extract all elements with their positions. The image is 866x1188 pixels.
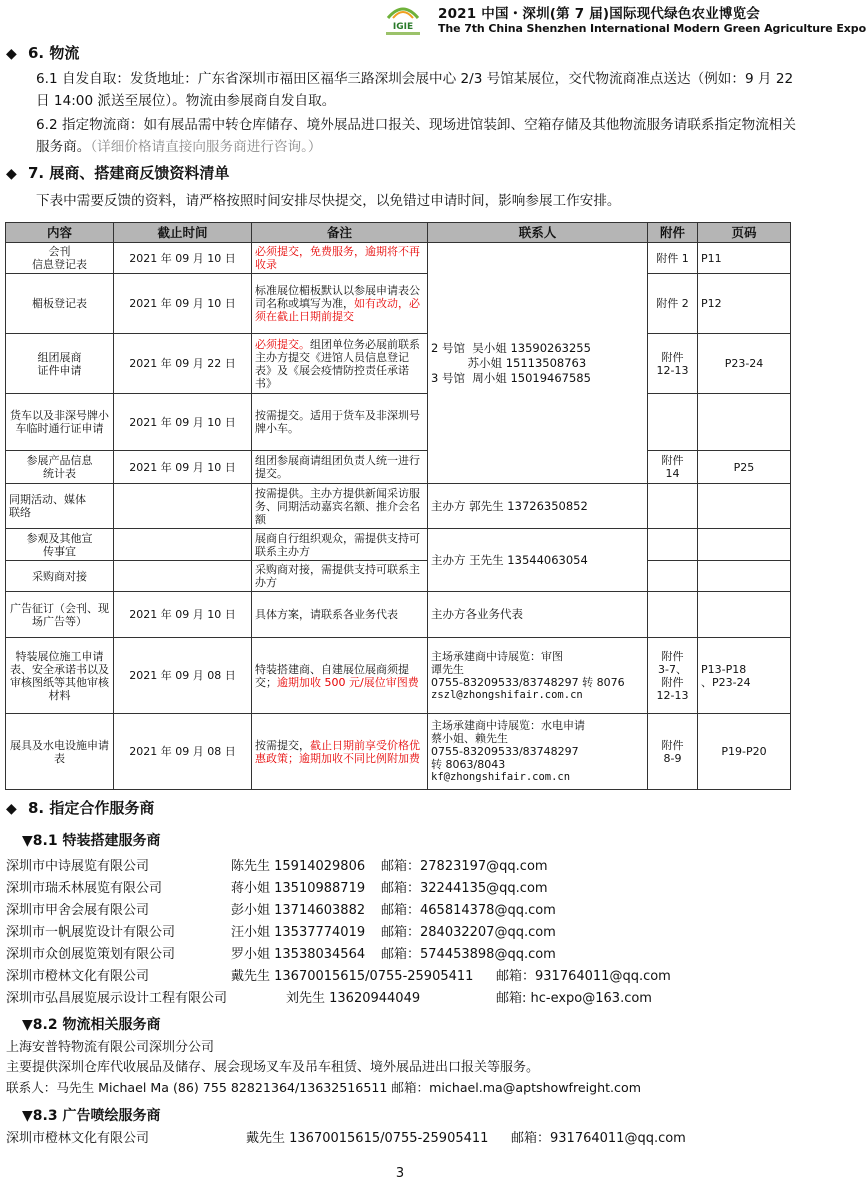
cell-deadline: 2021 年 09 月 10 日 [114, 394, 252, 451]
header-title-zh: 2021 中国・深圳(第 7 届)国际现代绿色农业博览会 [438, 6, 761, 22]
builder-company: 深圳市一帆展览设计有限公司 [6, 925, 176, 940]
table-row [6, 638, 791, 714]
ad-email: 邮箱：931764011@qq.com [511, 1131, 686, 1146]
table-row [6, 394, 791, 451]
section-6-2-note: （详细价格请直接向服务商进行咨询。） [90, 139, 322, 155]
note-red: 必须提交，免费服务，逾期将不再收录 [255, 245, 420, 271]
cell-page [698, 484, 791, 529]
cell-attachment: 附件 1 [648, 243, 698, 274]
cell-deadline: 2021 年 09 月 08 日 [114, 638, 252, 714]
builder-email: 邮箱：465814378@qq.com [381, 903, 556, 918]
cell-page [698, 592, 791, 638]
builder-company: 深圳市橙林文化有限公司 [6, 969, 150, 984]
diamond-bullet-icon: ◆ [6, 166, 17, 182]
cell-page [698, 394, 791, 451]
builder-email: 邮箱：27823197@qq.com [381, 859, 548, 874]
cell-deadline: 2021 年 09 月 22 日 [114, 334, 252, 394]
builder-email: 邮箱：574453898@qq.com [381, 947, 556, 962]
table-header-cell: 截止时间 [114, 223, 252, 243]
table-header-row [6, 223, 791, 243]
logo-text: IGIE [392, 22, 414, 32]
cell-note [252, 334, 428, 394]
expo-logo-icon [380, 2, 426, 38]
cell-contact-utilities [428, 714, 648, 790]
cell-content: 同期活动、媒体 联络 [6, 484, 114, 529]
cell-contact-reps: 主办方各业务代表 [428, 592, 648, 638]
cell-note [252, 243, 428, 274]
cell-note: 按需提供。主办方提供新闻采访服务、同期活动嘉宾名额、推介会名额 [252, 484, 428, 529]
section-6-title: 6. 物流 [28, 44, 80, 62]
cell-deadline: 2021 年 09 月 10 日 [114, 592, 252, 638]
builder-company: 深圳市弘昌展览展示设计工程有限公司 [6, 991, 228, 1006]
subsection-8-1-title: ▼8.1 特装搭建服务商 [22, 833, 161, 849]
cell-page [698, 529, 791, 561]
note-black: 特装搭建商、自建展位展商须提交； [255, 662, 409, 689]
diamond-bullet-icon: ◆ [6, 46, 17, 62]
section-7-title: 7. 展商、搭建商反馈资料清单 [28, 164, 230, 182]
subsection-8-2-title: ▼8.2 物流相关服务商 [22, 1017, 161, 1033]
table-row [6, 714, 791, 790]
section-7-heading [6, 162, 229, 183]
table-header-cell: 备注 [252, 223, 428, 243]
cell-attachment: 附件 2 [648, 274, 698, 334]
builder-company: 深圳市中诗展览有限公司 [6, 859, 150, 874]
contact-line: 谭先生 [431, 662, 464, 676]
table-header-cell: 附件 [648, 223, 698, 243]
note-red: 逾期加收 500 元/展位审图费 [277, 675, 419, 689]
builder-email: 邮箱：32244135@qq.com [381, 881, 548, 896]
note-red: 必须提交。 [255, 337, 310, 351]
cell-deadline: 2021 年 09 月 10 日 [114, 274, 252, 334]
logistics-contact: 联系人：马先生 Michael Ma (86) 755 82821364/13632516511 邮箱：michael.ma@aptshowfreight.com [6, 1080, 641, 1095]
contact-line: 主场承建商中诗展览：水电申请 [431, 719, 585, 732]
cell-page: P25 [698, 451, 791, 484]
table-row [6, 561, 791, 592]
contact-line: 转 8063/8043 [431, 758, 506, 771]
table-row [6, 274, 791, 334]
cell-note: 采购商对接，需提供支持可联系主办方 [252, 561, 428, 592]
cell-content: 特装展位施工申请表、安全承诺书以及审核图纸等其他审核材料 [6, 638, 114, 714]
contact-email: zszl@zhongshifair.com.cn [431, 688, 583, 701]
cell-contact-builder [428, 638, 648, 714]
cell-note [252, 274, 428, 334]
contact-line: 蔡小姐、赖先生 [431, 732, 508, 745]
contact-email: kf@zhongshifair.com.cn [431, 771, 571, 783]
cell-contact-halls: 2 号馆 吴小姐 13590263255 苏小姐 15113508763 3 号馆 周小姐 15019467585 [428, 243, 648, 484]
builder-email: 邮箱：284032207@qq.com [381, 925, 556, 940]
cell-contact-organizer: 主办方 王先生 13544063054 [428, 529, 648, 592]
contact-line: 0755-83209533/83748297 [431, 745, 579, 758]
ad-contact: 戴先生 13670015615/0755-25905411 [246, 1131, 489, 1146]
cell-contact-organizer: 主办方 郭先生 13726350852 [428, 484, 648, 529]
cell-attachment: 附件 14 [648, 451, 698, 484]
cell-content: 楣板登记表 [6, 274, 114, 334]
cell-attachment [648, 592, 698, 638]
builder-contact: 蒋小姐 13510988719 [231, 881, 366, 896]
cell-note: 具体方案，请联系各业务代表 [252, 592, 428, 638]
cell-content: 展具及水电设施申请表 [6, 714, 114, 790]
table-header-cell: 联系人 [428, 223, 648, 243]
section-6-2-paragraph: 6.2 指定物流商：如有展品需中转仓库储存、境外展品进口报关、现场进馆装卸、空箱存储及其他物流服务请联系指定物流相关服务商。 [36, 117, 796, 155]
cell-note: 组团参展商请组团负责人统一进行提交。 [252, 451, 428, 484]
section-7-intro: 下表中需要反馈的资料，请严格按照时间安排尽快提交，以免错过申请时间，影响参展工作安排。 [36, 193, 621, 209]
table-row [6, 243, 791, 274]
cell-note: 按需提交。适用于货车及非深圳号牌小车。 [252, 394, 428, 451]
cell-content: 会刊 信息登记表 [6, 243, 114, 274]
table-row [6, 334, 791, 394]
section-8-title: 8. 指定合作服务商 [28, 799, 155, 817]
cell-content: 采购商对接 [6, 561, 114, 592]
cell-content: 广告征订（会刊、现场广告等） [6, 592, 114, 638]
builder-contact: 彭小姐 13714603882 [231, 903, 366, 918]
logistics-description: 主要提供深圳仓库代收展品及储存、展会现场叉车及吊车租赁、境外展品进出口报关等服务。 [6, 1060, 540, 1075]
builder-company: 深圳市甲舍会展有限公司 [6, 903, 150, 918]
section-8-heading [6, 797, 154, 818]
builder-contact: 汪小姐 13537774019 [231, 925, 366, 940]
contact-line: 0755-83209533/83748297 转 8076 [431, 675, 625, 689]
section-6-heading [6, 42, 79, 63]
note-black: 标准展位楣板默认以参展申请表公司名称或填写为准， [255, 284, 420, 310]
builder-contact: 戴先生 13670015615/0755-25905411 [231, 969, 474, 984]
cell-page: P11 [698, 243, 791, 274]
header-title-en: The 7th China Shenzhen International Modern Green Agriculture Expo [438, 22, 866, 35]
diamond-bullet-icon: ◆ [6, 801, 17, 817]
builder-contact: 罗小姐 13538034564 [231, 947, 366, 962]
note-red: 截止日期前享受价格优惠政策；逾期加收不同比例附加费 [255, 738, 420, 765]
table-row [6, 529, 791, 561]
section-6-2-text [6, 114, 796, 158]
section-6-1-text [6, 68, 796, 112]
cell-note [252, 714, 428, 790]
cell-content: 货车以及非深号牌小车临时通行证申请 [6, 394, 114, 451]
table-header-cell: 内容 [6, 223, 114, 243]
cell-deadline: 2021 年 09 月 08 日 [114, 714, 252, 790]
cell-page: P13-P18 、P23-24 [698, 638, 791, 714]
note-black: 组团单位务必展前联系主办方提交《进馆人员信息登记表》及《展会疫情防控责任承诺书》 [255, 337, 420, 390]
builder-email: 邮箱: hc-expo@163.com [496, 991, 652, 1006]
cell-attachment [648, 561, 698, 592]
table-header-cell: 页码 [698, 223, 791, 243]
cell-deadline [114, 484, 252, 529]
cell-note: 展商自行组织观众，需提供支持可联系主办方 [252, 529, 428, 561]
ad-company: 深圳市橙林文化有限公司 [6, 1131, 150, 1146]
cell-deadline: 2021 年 09 月 10 日 [114, 243, 252, 274]
note-red: 如有改动，必须在截止日期前提交 [255, 297, 420, 323]
cell-content: 组团展商 证件申请 [6, 334, 114, 394]
contact-line: 主场承建商中诗展览：审图 [431, 649, 563, 663]
cell-content: 参观及其他宣 传事宜 [6, 529, 114, 561]
page-number: 3 [395, 1166, 405, 1181]
table-row [6, 592, 791, 638]
cell-page [698, 561, 791, 592]
cell-attachment: 附件 8-9 [648, 714, 698, 790]
table-row [6, 451, 791, 484]
cell-attachment [648, 484, 698, 529]
cell-page: P23-24 [698, 334, 791, 394]
cell-attachment: 附件 12-13 [648, 334, 698, 394]
cell-attachment: 附件 3-7、 附件 12-13 [648, 638, 698, 714]
builder-contact: 刘先生 13620944049 [286, 991, 421, 1006]
cell-content: 参展产品信息 统计表 [6, 451, 114, 484]
cell-deadline: 2021 年 09 月 10 日 [114, 451, 252, 484]
note-black: 按需提交， [255, 738, 310, 752]
logistics-company: 上海安普特物流有限公司深圳分公司 [6, 1040, 215, 1055]
builder-company: 深圳市众创展览策划有限公司 [6, 947, 176, 962]
builder-email: 邮箱：931764011@qq.com [496, 969, 671, 984]
section-6-1-paragraph: 6.1 自发自取：发货地址：广东省深圳市福田区福华三路深圳会展中心 2/3 号馆某展位，交代物流商准点送达（例如：9 月 22 日 14:00 派送至展位）。物流由参展商自发自取。 [36, 71, 794, 109]
cell-deadline [114, 561, 252, 592]
cell-page: P19-P20 [698, 714, 791, 790]
page-header [0, 0, 866, 42]
cell-attachment [648, 529, 698, 561]
builder-company: 深圳市瑞禾林展览有限公司 [6, 881, 163, 896]
subsection-8-3-title: ▼8.3 广告喷绘服务商 [22, 1108, 161, 1124]
cell-deadline [114, 529, 252, 561]
table-row [6, 484, 791, 529]
feedback-table [5, 222, 791, 790]
cell-attachment [648, 394, 698, 451]
builder-contact: 陈先生 15914029806 [231, 859, 366, 874]
cell-page: P12 [698, 274, 791, 334]
cell-note [252, 638, 428, 714]
